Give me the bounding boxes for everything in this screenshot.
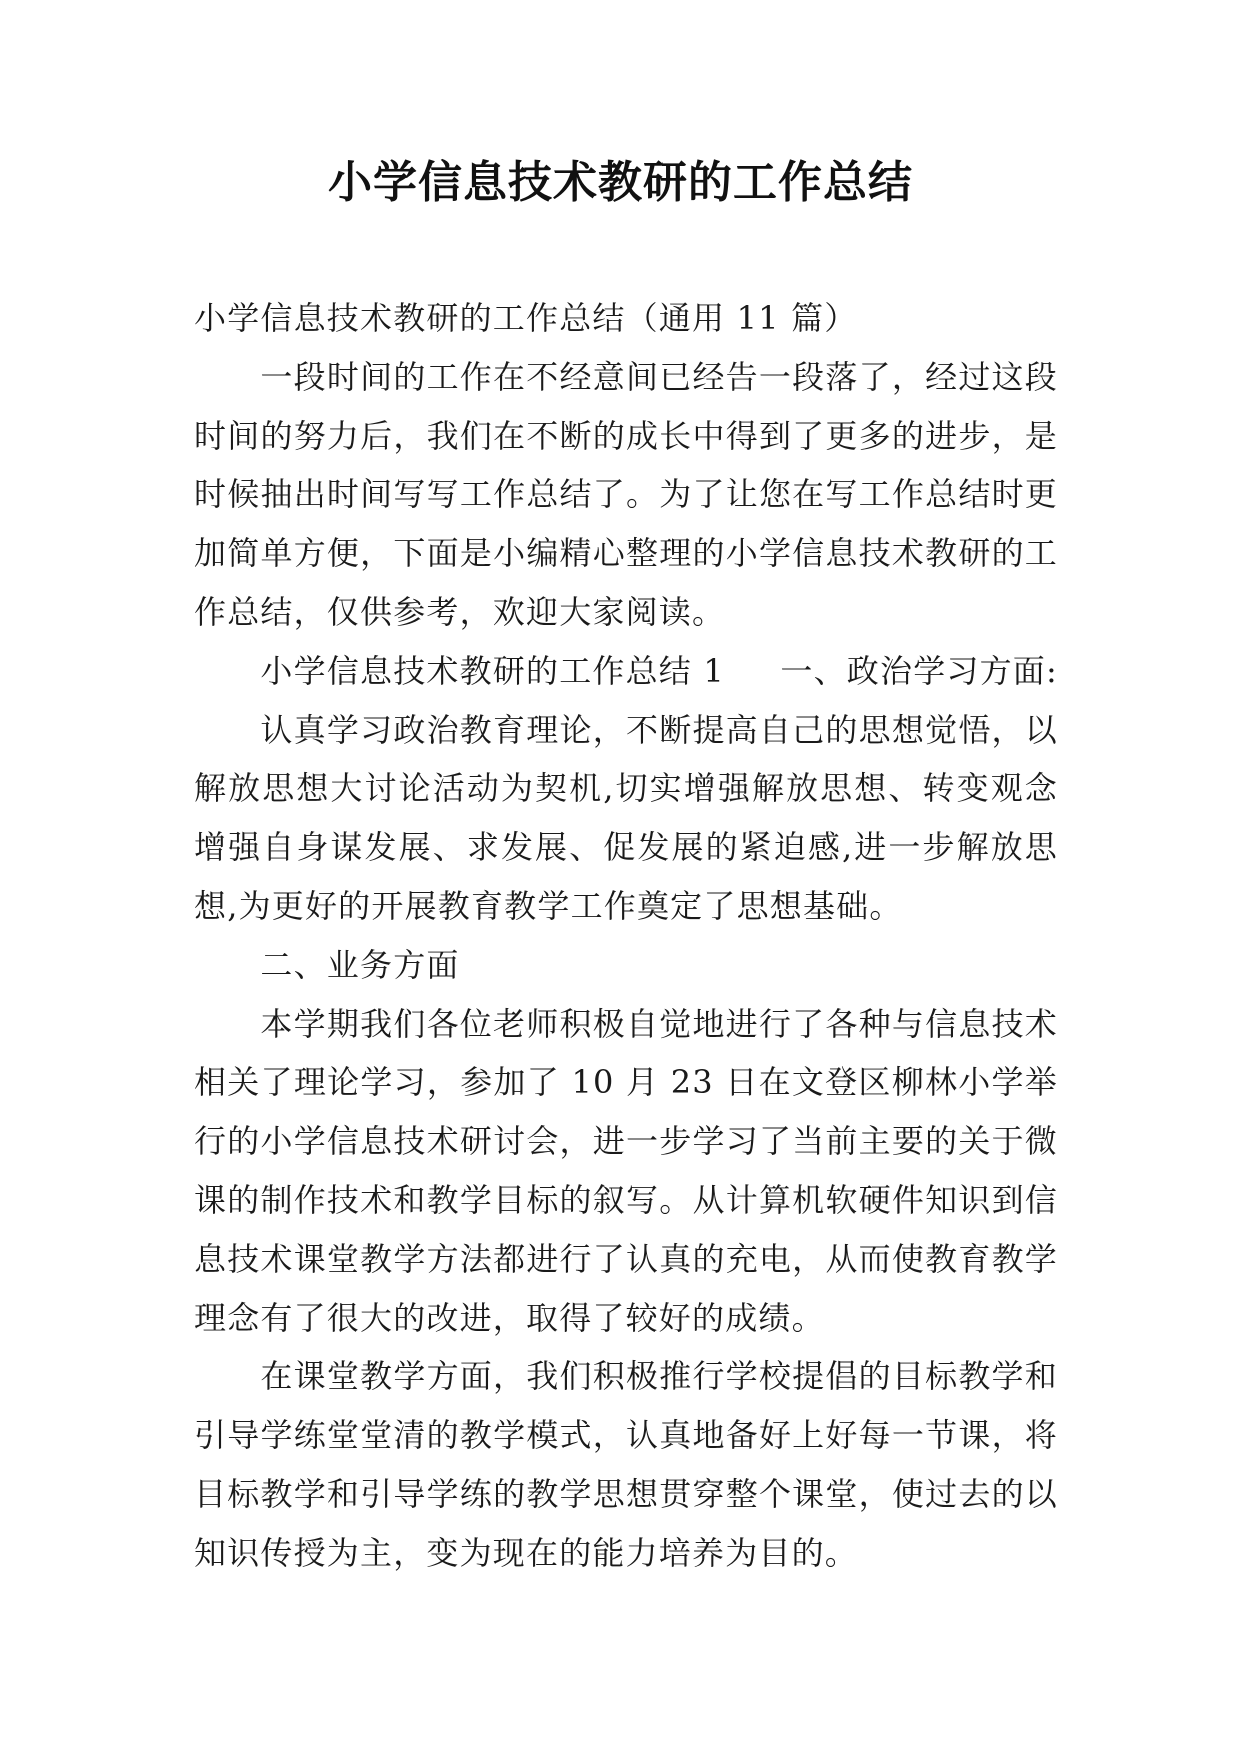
section-2-paragraph-1: 本学期我们各位老师积极自觉地进行了各种与信息技术相关了理论学习，参加了 10 月 23 日在文登区柳林小学举行的小学信息技术研讨会，进一步学习了当前主要的关于微课的制作技术和教学目标的叙写。从计算机软硬件知识到信息技术课堂教学方法都进行了认真的充电，从而使教育教学理念有了很大的改进，取得了较好的成绩。 <box>194 1004 1058 1337</box>
document-body <box>194 289 1058 1583</box>
section-1-header <box>194 642 1058 701</box>
intro-paragraph: 一段时间的工作在不经意间已经告一段落了，经过这段时间的努力后，我们在不断的成长中得到了更多的进步，是时候抽出时间写写工作总结了。为了让您在写工作总结时更加简单方便，下面是小编精心整理的小学信息技术教研的工作总结，仅供参考，欢迎大家阅读。 <box>194 357 1058 631</box>
section-1-subheading: 一、政治学习方面: <box>780 651 1058 690</box>
section-2-heading: 二、业务方面 <box>260 945 460 984</box>
section-1-heading: 小学信息技术教研的工作总结 1 <box>260 651 725 690</box>
section-1-paragraph: 认真学习政治教育理论，不断提高自己的思想觉悟，以解放思想大讨论活动为契机,切实增强解放思想、转变观念增强自身谋发展、求发展、促发展的紧迫感,进一步解放思想,为更好的开展教育教学工作奠定了思想基础。 <box>194 710 1058 925</box>
document-title: 小学信息技术教研的工作总结 <box>328 157 913 208</box>
section-2-paragraph-2: 在课堂教学方面，我们积极推行学校提倡的目标教学和引导学练堂堂清的教学模式，认真地备好上好每一节课，将目标教学和引导学练的教学思想贯穿整个课堂，使过去的以知识传授为主，变为现在的能力培养为目的。 <box>194 1357 1058 1572</box>
document-subtitle: 小学信息技术教研的工作总结（通用 11 篇） <box>194 299 858 337</box>
